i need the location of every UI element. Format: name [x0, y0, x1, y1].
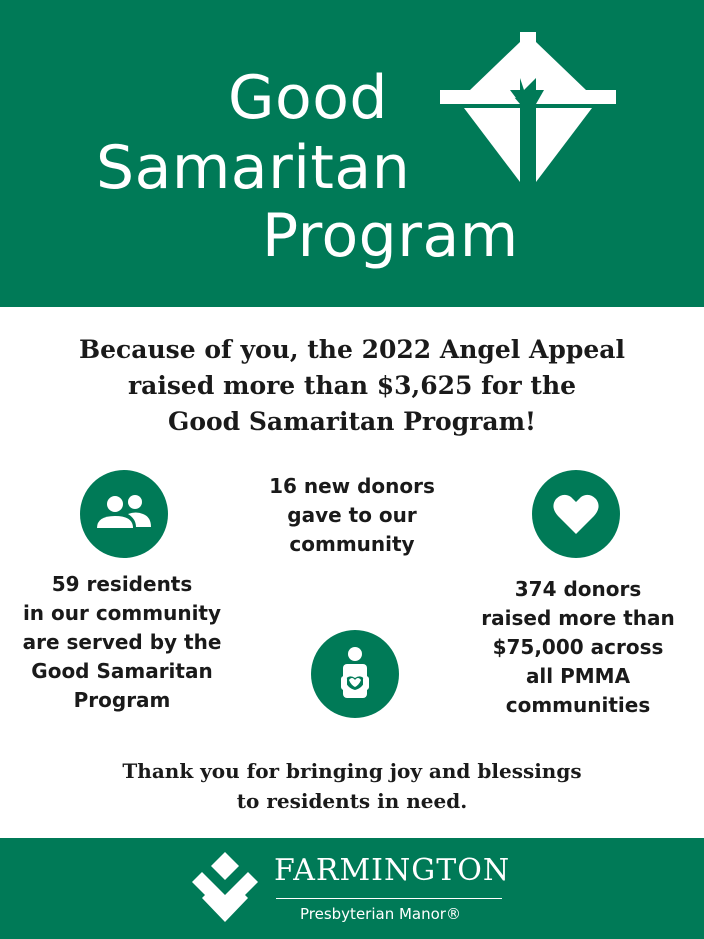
donors-total-line-1: 374 donors — [514, 577, 642, 601]
residents-line-4: Good Samaritan — [31, 659, 213, 683]
brand-divider — [276, 898, 502, 899]
headline-line-2: raised more than $3,625 for the — [127, 371, 577, 400]
people-icon — [80, 470, 168, 558]
residents-line-3: are served by the — [22, 630, 222, 654]
donors-total-line-5: communities — [505, 693, 651, 717]
appeal-headline — [20, 332, 684, 440]
brand-name: FARMINGTON — [274, 853, 511, 888]
program-title-line-3: Program — [262, 201, 519, 271]
heart-icon — [532, 470, 620, 558]
new-donors-line-3: community — [289, 532, 415, 556]
program-title-line-2: Samaritan — [96, 133, 411, 203]
donors-total-line-4: all PMMA — [525, 664, 631, 688]
donors-total-stat — [466, 575, 690, 720]
headline-line-1: Because of you, the 2022 Angel Appeal — [79, 335, 625, 364]
new-donors-line-2: gave to our — [287, 503, 417, 527]
header-banner — [0, 0, 704, 307]
new-donors-line-1: 16 new donors — [269, 474, 435, 498]
diamond-chevron-logo — [188, 848, 262, 930]
cross-icon — [440, 32, 616, 192]
new-donors-stat — [232, 472, 472, 559]
thank-you-message — [40, 756, 664, 816]
brand-subtitle: Presbyterian Manor® — [300, 905, 461, 923]
residents-line-2: in our community — [22, 601, 222, 625]
program-title-line-1: Good — [228, 63, 388, 133]
donors-total-line-2: raised more than — [481, 606, 675, 630]
footer-banner — [0, 838, 704, 939]
headline-line-3: Good Samaritan Program! — [167, 407, 536, 436]
thanks-line-1: Thank you for bringing joy and blessings — [122, 759, 582, 783]
residents-line-5: Program — [73, 688, 171, 712]
residents-line-1: 59 residents — [51, 572, 193, 596]
residents-stat — [0, 570, 244, 715]
helping-hands-icon — [311, 630, 399, 718]
thanks-line-2: to residents in need. — [236, 789, 468, 813]
donors-total-line-3: $75,000 across — [492, 635, 664, 659]
